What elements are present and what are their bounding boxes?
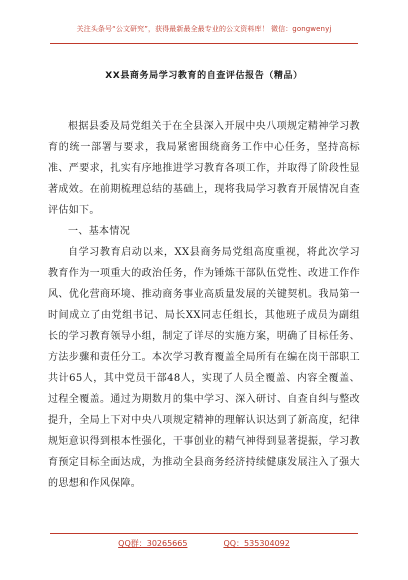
qq-group-link[interactable]: QQ群：30265665 [118,539,188,548]
section-heading: 一、基本情况 [68,226,131,237]
footer-divider [50,533,358,534]
intro-paragraph: 根据县委及局党组关于在全县深入开展中央八项规定精神学习教育的统一部署与要求，我局紧密围绕商务工作中心任务，坚持高标准、严要求，扎实有序地推进学习教育各项工作，并取得了阶段性显著成效。在前期梳理总结的基础上，现将我局学习教育开展情况自查评估如下。 [48,121,360,216]
footer [0,538,408,549]
body-paragraph: 自学习教育启动以来，XX县商务局党组高度重视，将此次学习教育作为一项重大的政治任务，作为锤炼干部队伍党性、改进工作作风、优化营商环境、推动商务事业高质量发展的关键契机。我局第一时间成立了由党组书记、局长XX同志任组长，其他班子成员为副组长的学习教育领导小组，制定了详尽的实施方案，明确了目标任务、方法步骤和责任分工。本次学习教育覆盖全局所有在编在岗干部职工共计65人，其中党员干部48人，实现了人员全覆盖、内容全覆盖、过程全覆盖。通过为期数月的集中学习、深入研讨、自查自纠与整改提升，全局上下对中央八项规定精神的理解认识达到了新高度，纪律规矩意识得到根本性强化，干事创业的精气神得到显著提振，学习教育预定目标全面达成，为推动全县商务经济持续健康发展注入了强大的思想和作风保障。 [48,247,360,489]
header-banner: 关注头条号“公文研究”，获得最新最全最专业的公文资料库！ 微信：gongwenyj [76,25,332,33]
qq-contact-link[interactable]: QQ：535304092 [223,539,290,548]
header-divider [50,43,358,44]
document-title: XX县商务局学习教育的自查评估报告（精品） [105,71,303,81]
document-body [48,116,360,494]
